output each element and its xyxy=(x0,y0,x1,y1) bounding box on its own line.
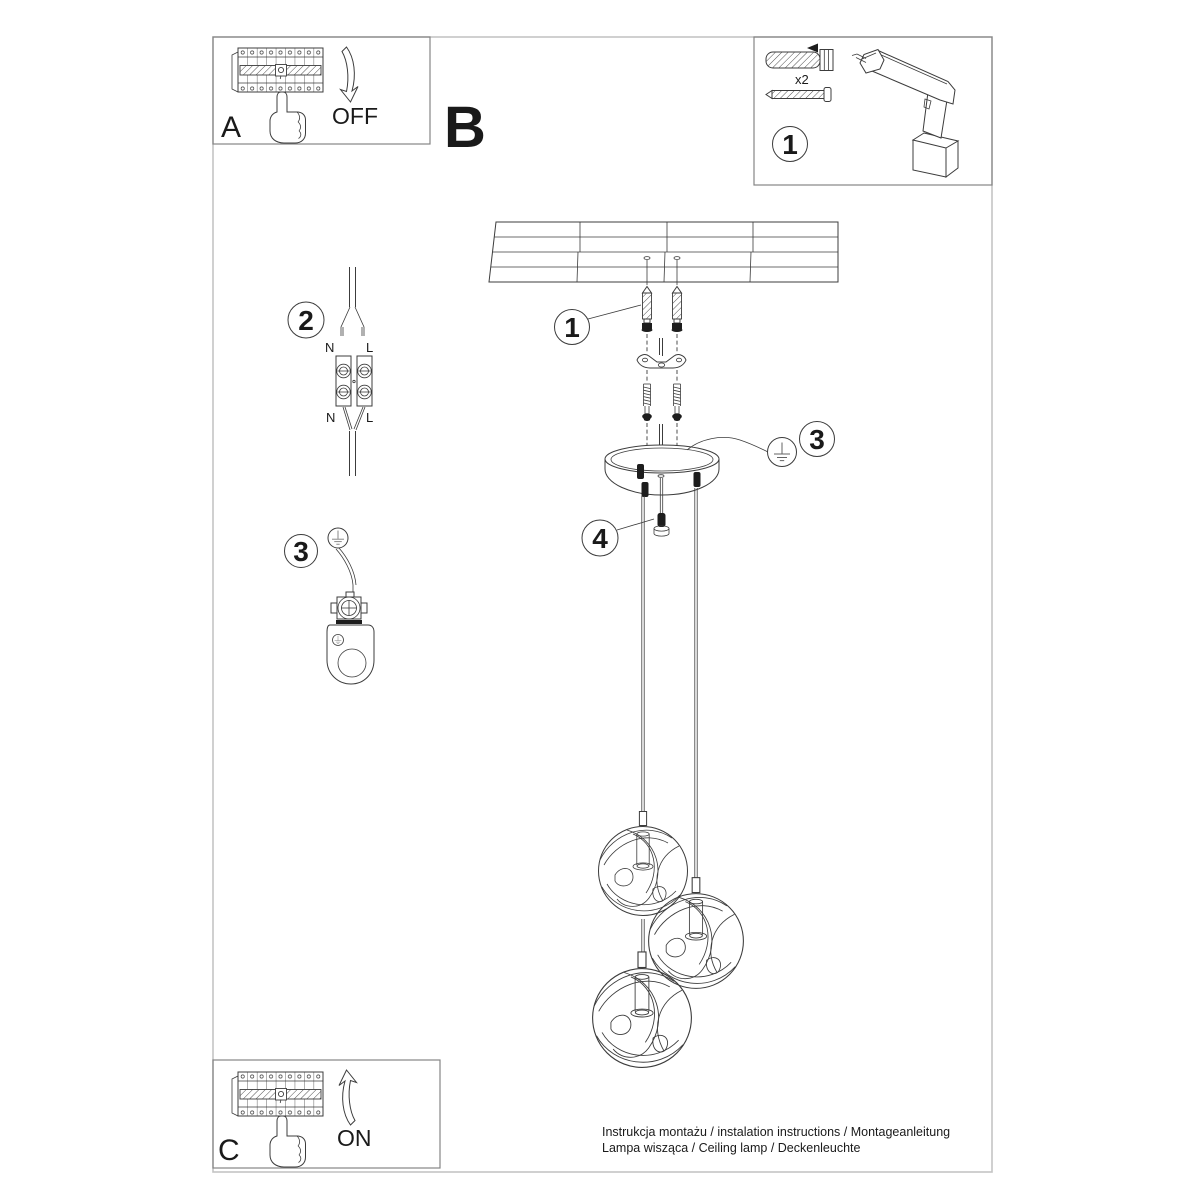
hand-press-on-icon xyxy=(270,1116,306,1167)
earth-wire xyxy=(336,548,356,594)
callout-3-left: 3 xyxy=(293,536,309,567)
wire-l-bottom-label: L xyxy=(366,410,374,425)
pendant-cables xyxy=(642,478,697,953)
callout-1-parts: 1 xyxy=(782,129,798,160)
step-a-label: A xyxy=(221,111,242,144)
screw-right-icon xyxy=(672,384,682,421)
step-c-label: C xyxy=(218,1134,240,1167)
footer-line1: Instrukcja montażu / instalation instructions / Montageanleitung xyxy=(602,1125,951,1139)
arrow-up-icon xyxy=(339,1070,357,1125)
earth-terminal-icon xyxy=(331,592,367,624)
wall-plug-icon xyxy=(766,44,833,71)
anchor-right-icon xyxy=(672,287,683,333)
lamp-shade-3 xyxy=(593,952,692,1067)
callout-1-leader xyxy=(588,305,641,319)
ceiling-icon xyxy=(489,222,838,282)
footer-line2: Lampa wisząca / Ceiling lamp / Deckenleuchte xyxy=(602,1141,861,1155)
wire-l-top-label: L xyxy=(366,340,374,355)
off-label: OFF xyxy=(332,103,378,129)
breaker-panel-on-icon xyxy=(232,1072,323,1116)
callout-1-main: 1 xyxy=(564,312,580,343)
anchor-left-icon xyxy=(642,287,653,333)
page-border xyxy=(213,37,992,1172)
on-label: ON xyxy=(337,1125,372,1151)
callout-4-leader xyxy=(617,519,654,530)
mounting-bracket-icon xyxy=(637,355,686,368)
parts-box xyxy=(754,37,992,185)
wire-n-top-label: N xyxy=(325,340,335,355)
breaker-panel-icon xyxy=(232,48,323,92)
earthing-diagram xyxy=(285,528,375,684)
screw-left-icon xyxy=(642,384,652,421)
step-c-box xyxy=(213,1060,440,1168)
lamp-cable-icon xyxy=(343,407,365,476)
ceiling-assembly xyxy=(489,222,838,1067)
wire-n-bottom-label: N xyxy=(326,410,336,425)
canopy-icon xyxy=(605,445,719,497)
step-a-box xyxy=(213,37,430,144)
cable-grip-icon xyxy=(654,513,669,536)
mounting-plate-icon xyxy=(327,625,374,684)
anchor-qty-label: x2 xyxy=(795,72,809,87)
mains-cable-icon xyxy=(341,267,364,336)
terminal-block-icon xyxy=(336,356,372,406)
screw-icon xyxy=(766,88,831,102)
callout-2: 2 xyxy=(298,305,314,336)
wiring-diagram xyxy=(288,267,373,476)
callout-4: 4 xyxy=(592,523,608,554)
callout-3-main: 3 xyxy=(809,424,825,455)
hand-press-icon xyxy=(270,92,306,143)
lamp-shade-1 xyxy=(599,812,688,916)
drill-icon xyxy=(852,50,958,178)
footer xyxy=(602,1125,950,1155)
step-b-label: B xyxy=(444,95,486,160)
arrow-down-icon xyxy=(341,47,359,102)
lamp-shade-2 xyxy=(649,878,744,989)
